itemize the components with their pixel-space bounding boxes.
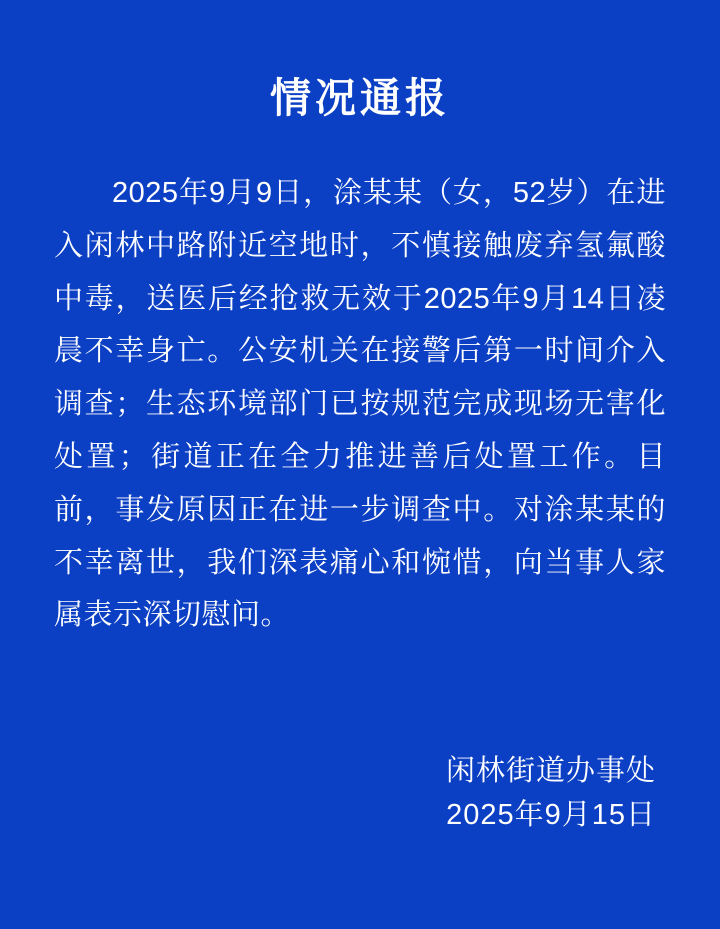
page-title: 情况通报 (270, 75, 450, 121)
signature-block (446, 750, 656, 837)
signature-date: 2025年9月15日 (446, 798, 656, 831)
signature-organization: 闲林街道办事处 (445, 755, 656, 787)
notice-body-text: 2025年9月9日，涂某某（女，52岁）在进入闲林中路附近空地时，不慎接触废弃氢氟酸中毒，送医后经抢救无效于2025年9月14日凌晨不幸身亡。公安机关在接警后第一时间介入调查；生态环境部门已按规范完成现场无害化处置；街道正在全力推进善后处置工作。目前，事发原因正在进一步调查中。对涂某某的不幸离世，我们深表痛心和惋惜，向当事人家属表示深切慰问。 (54, 177, 666, 632)
